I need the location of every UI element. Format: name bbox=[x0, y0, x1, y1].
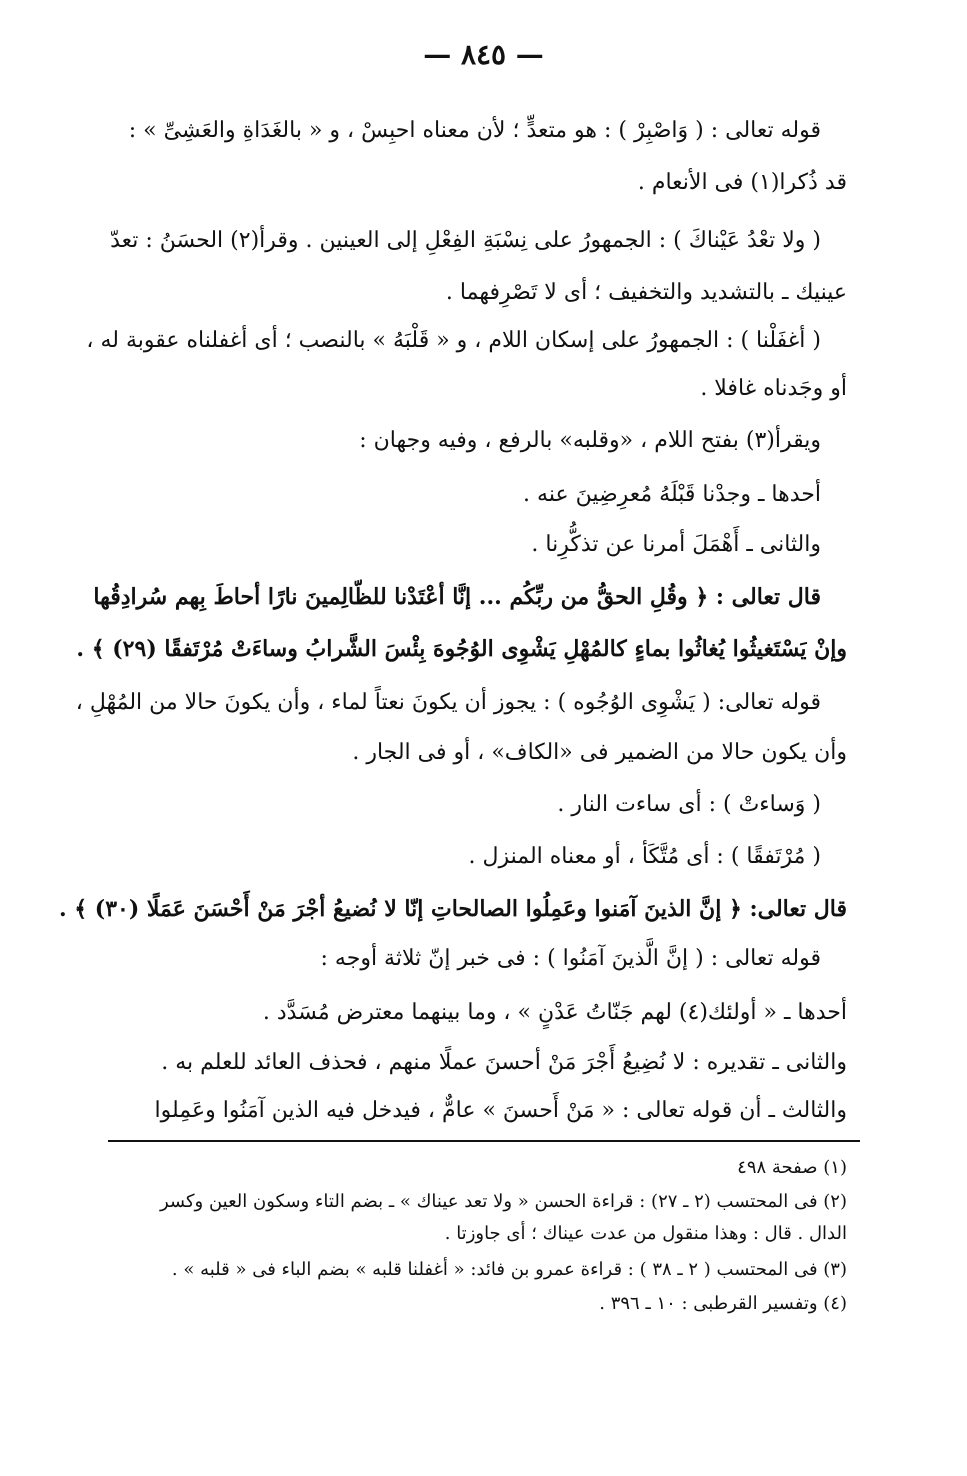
body-line: قوله تعالى: ( يَشْوِى الوُجُوه ) : يجوز أن يكونَ نعتاً لماء ، وأن يكونَ حالا من المُهْلِ ، bbox=[75, 690, 821, 715]
quran-verse-line: قال تعالى : ﴿ وقُلِ الحقُّ من ربِّكُم ... إنَّا أعْتَدْنا للظّالِمينَ نارًا أحاطَ بِهم سُرادِقُها bbox=[93, 584, 821, 610]
footnote: (١) صفحة ٤٩٨ bbox=[737, 1157, 847, 1178]
quran-verse-line: قال تعالى: ﴿ إنَّ الذينَ آمَنوا وعَمِلُوا الصالحاتِ إنّا لا نُضيعُ أجْرَ مَنْ أَحْسَنَ عَمَلًا (٣٠) ﴾ . bbox=[58, 896, 847, 922]
body-line: أحدها ـ « أولئك(٤) لهم جَنّاتُ عَدْنٍ » ، وما بينهما معترض مُسَدَّد . bbox=[262, 1000, 847, 1025]
footnote: (٣) فى المحتسب ( ٢ ـ ٣٨ ) : قراءة عمرو بن فائد: « أغفلنا قلبه » بضم الباء فى « قلبه » . bbox=[171, 1259, 847, 1280]
body-line: ويقرأ(٣) بفتح اللام ، «وقلبه» بالرفع ، وفيه وجهان : bbox=[359, 428, 821, 453]
body-line: وأن يكون حالا من الضمير فى «الكاف» ، أو فى الجار . bbox=[352, 740, 847, 765]
page-number: — ٨٤٥ — bbox=[423, 38, 544, 71]
body-line: قوله تعالى : ( إنَّ الَّذينَ آمَنُوا ) : فى خبر إنّ ثلاثة أوجه : bbox=[320, 946, 821, 971]
quran-verse-line: وإنْ يَسْتَغيثُوا يُغاثُوا بماءٍ كالمُهْلِ يَشْوِى الوُجُوهَ بِئْسَ الشَّرابُ وساءَتْ مُرْتَفقًا (٢٩) ﴾ . bbox=[76, 636, 847, 662]
body-line: ( ولا تعْدُ عَيْناكَ ) : الجمهورُ على نِسْبَةِ الفِعْلِ إلى العينين . وقرأ(٢) الحسَنُ : تعدّ bbox=[110, 228, 821, 253]
body-line: أو وجَدناه غافلا . bbox=[700, 376, 847, 401]
body-line: والثانى ـ تقديره : لا نُضِيعُ أَجْرَ مَنْ أحسنَ عملًا منهم ، فحذف العائد للعلم به . bbox=[161, 1050, 847, 1075]
body-line: ( وَساءتْ ) : أى ساءت النار . bbox=[557, 792, 821, 817]
body-line: والثانى ـ أَهْمَلَ أمرنا عن تذكُّرِنا . bbox=[531, 532, 821, 557]
footnote-continuation: الدال . قال : وهذا منقول من عدت عيناك ؛ أى جاوزتا . bbox=[444, 1223, 847, 1244]
footnote: (٤) وتفسير القرطبى : ١٠ ـ ٣٩٦ . bbox=[599, 1293, 847, 1314]
body-line: والثالث ـ أن قوله تعالى : « مَنْ أَحسنَ » عامٌّ ، فيدخل فيه الذين آمَنُوا وعَمِلوا bbox=[154, 1098, 847, 1123]
body-line: ( مُرْتَفقًا ) : أى مُتَّكَأ ، أو معناه المنزل . bbox=[468, 844, 821, 869]
body-line: ( أغفَلْنا ) : الجمهورُ على إسكان اللام ، و « قَلْبَهُ » بالنصب ؛ أى أغفلناه عقوبة له ، bbox=[86, 328, 821, 353]
body-line: قوله تعالى : ( وَاصْبِرْ ) : هو متعدٍّ ؛ لأن معناه احبِسْ ، و « بالغَدَاةِ والعَشِىِّ » : bbox=[128, 118, 821, 143]
footnote: (٢) فى المحتسب (٢ ـ ٢٧) : قراءة الحسن « ولا تعد عيناك » ـ بضم التاء وسكون العين وكسر bbox=[160, 1191, 847, 1212]
body-line: أحدها ـ وجدْنا قَبْلَهُ مُعرِضِينَ عنه . bbox=[523, 482, 821, 507]
body-line: قد ذُكرا(١) فى الأنعام . bbox=[637, 170, 847, 195]
footnote-divider bbox=[108, 1140, 860, 1142]
body-line: عينيك ـ بالتشديد والتخفيف ؛ أى لا تَصْرِفهما . bbox=[445, 280, 847, 305]
